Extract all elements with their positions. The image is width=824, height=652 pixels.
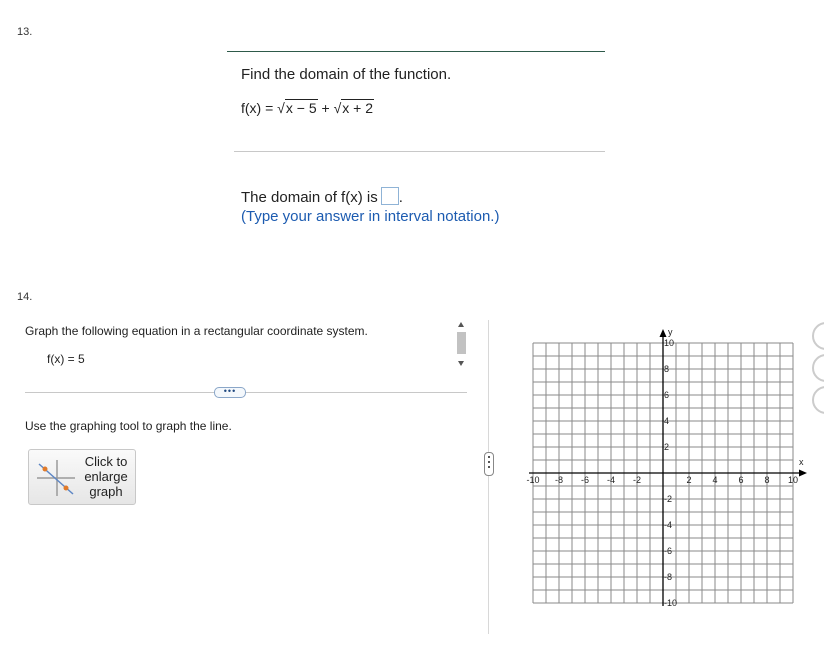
enlarge-graph-button[interactable] (28, 449, 136, 505)
q13-function (241, 100, 374, 116)
scroll-down-icon[interactable] (458, 361, 464, 366)
y-tick-label: -2 (664, 494, 673, 504)
q13-function-lhs: f(x) = (241, 100, 274, 116)
x-tick-label: 10 (787, 475, 799, 485)
panel-resize-handle[interactable] (484, 452, 494, 476)
q13-answer-tail: . (398, 189, 403, 206)
x-tick-label: -6 (580, 475, 590, 485)
y-tick-label: -6 (664, 546, 673, 556)
y-tick-label: 10 (664, 338, 675, 348)
q14-prompt: Graph the following equation in a rectangular coordinate system. (25, 324, 368, 338)
y-axis-label: y (668, 327, 673, 337)
sqrt-icon: √ (277, 100, 285, 116)
tool-circle-icon[interactable] (812, 322, 824, 350)
y-tick-label: -8 (664, 572, 673, 582)
domain-answer-input[interactable] (381, 187, 399, 205)
x-tick-label: 6 (738, 475, 744, 485)
y-tick-label: 6 (664, 390, 670, 400)
y-tick-label: -4 (664, 520, 673, 530)
y-axis-arrow-icon (660, 329, 667, 337)
coordinate-grid[interactable] (520, 325, 810, 635)
q13-prompt: Find the domain of the function. (241, 66, 452, 83)
y-tick-label: -10 (664, 598, 678, 608)
q13-radicand-1: x − 5 (285, 100, 317, 116)
x-tick-label: 4 (712, 475, 718, 485)
q13-answer-line (241, 187, 403, 206)
q14-divider (25, 392, 467, 393)
panel-divider (488, 320, 489, 634)
enlarge-graph-label: Click to enlarge graph (84, 454, 128, 499)
y-tick-label: 8 (664, 364, 670, 374)
more-options-button[interactable]: ••• (214, 387, 246, 398)
q14-instruction: Use the graphing tool to graph the line. (25, 419, 232, 433)
x-tick-label: -4 (606, 475, 616, 485)
y-tick-label: 2 (664, 442, 670, 452)
tool-circle-icon[interactable] (812, 386, 824, 414)
scroll-up-icon[interactable] (458, 322, 464, 327)
tool-circle-icon[interactable] (812, 354, 824, 382)
question-13-number: 13. (17, 26, 33, 38)
graph-tool-icon (33, 456, 77, 498)
x-tick-label: 2 (686, 475, 692, 485)
sqrt-icon: √ (333, 100, 342, 116)
x-tick-label: -8 (554, 475, 564, 485)
x-axis-label: x (799, 457, 804, 467)
q13-radicand-2: x + 2 (342, 100, 374, 116)
q13-plus: + (321, 100, 330, 116)
q14-scrollbar[interactable] (455, 321, 468, 369)
y-tick-label: 4 (664, 416, 670, 426)
scroll-thumb[interactable] (457, 332, 466, 354)
x-tick-label: 8 (764, 475, 770, 485)
q13-answer-lead: The domain of f(x) is (241, 189, 378, 206)
q13-divider (234, 151, 605, 152)
x-tick-label: -10 (526, 475, 540, 485)
question-14-number: 14. (17, 291, 33, 303)
q13-hint: (Type your answer in interval notation.) (241, 208, 500, 225)
q13-top-rule (227, 51, 605, 52)
x-tick-label: -2 (632, 475, 642, 485)
x-axis-arrow-icon (799, 470, 807, 477)
q14-equation: f(x) = 5 (47, 352, 85, 366)
